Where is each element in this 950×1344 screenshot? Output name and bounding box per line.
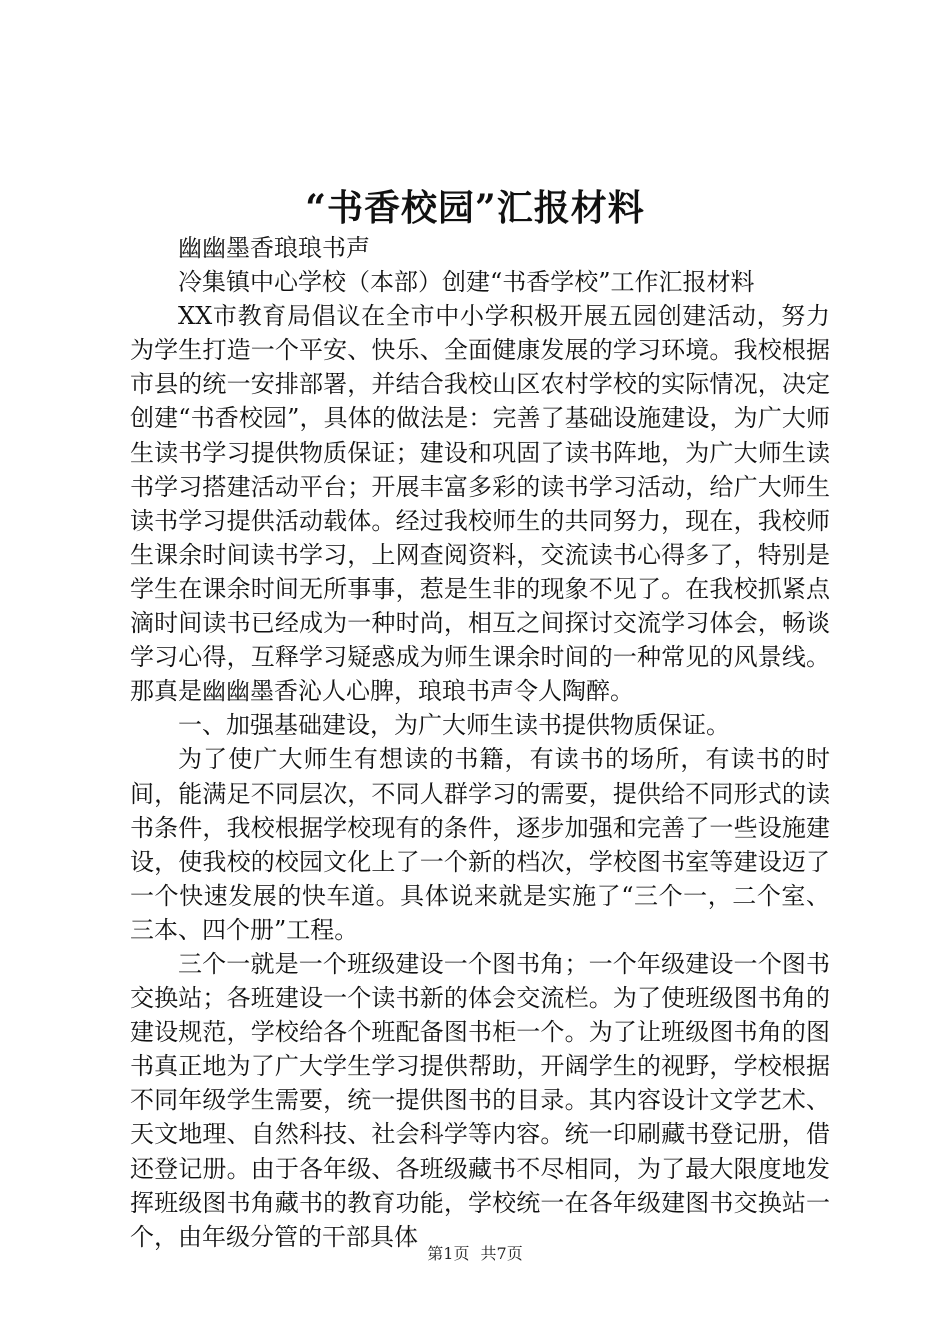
paragraph-subtitle: 幽幽墨香琅琅书声 bbox=[178, 234, 370, 262]
paragraph-section-body: 为了使广大师生有想读的书籍，有读书的场所，有读书的时间，能满足不同层次，不同人群学习的需要，提供给不同形式的读书条件，我校根据学校现有的条件，逐步加强和完善了一些设施建设，使我校的校园文化上了一个新的档次，学校图书室等建设迈了一个快速发展的快车道。具体说来就是实施了“三个一，二个室、三本、四个册”工程。 bbox=[130, 745, 830, 944]
paragraph-section-heading: 一、加强基础建设，为广大师生读书提供物质保证。 bbox=[178, 711, 730, 740]
document-title: “书香校园”汇报材料 bbox=[305, 187, 645, 229]
paragraph-details: 三个一就是一个班级建设一个图书角；一个年级建设一个图书交换站；各班建设一个读书新的体会交流栏。为了使班级图书角的建设规范，学校给各个班配备图书柜一个。为了让班级图书角的图书真正地为了广大学生学习提供帮助，开阔学生的视野，学校根据不同年级学生需要，统一提供图书的目录。其内容设计文学艺术、天文地理、自然科技、社会科学等内容。统一印刷藏书登记册，借还登记册。由于各年级、各班级藏书不尽相同，为了最大限度地发挥班级图书角藏书的教育功能，学校统一在各年级建图书交换站一个，由年级分管的干部具体 bbox=[130, 949, 830, 1251]
page-footer bbox=[0, 1242, 950, 1266]
paragraph-report-heading: 冷集镇中心学校（本部）创建“书香学校”工作汇报材料 bbox=[178, 268, 755, 297]
paragraph-intro: XX市教育局倡议在全市中小学积极开展五园创建活动，努力为学生打造一个平安、快乐、全面健康发展的学习环境。我校根据市县的统一安排部署，并结合我校山区农村学校的实际情况，决定创建“书香校园”，具体的做法是：完善了基础设施建设，为广大师生读书学习提供物质保证；建设和巩固了读书阵地，为广大师生读书学习搭建活动平台；开展丰富多彩的读书学习活动，给广大师生读书学习提供活动载体。经过我校师生的共同努力，现在，我校师生课余时间读书学习，上网查阅资料，交流读书心得多了，特别是学生在课余时间无所事事，惹是生非的现象不见了。在我校抓紧点滴时间读书已经成为一种时尚，相互之间探讨交流学习体会，畅谈学习心得，互释学习疑惑成为师生课余时间的一种常见的风景线。那真是幽幽墨香沁人心脾，琅琅书声令人陶醉。 bbox=[130, 302, 830, 706]
page-number: 第1页 bbox=[427, 1244, 470, 1263]
document-body bbox=[130, 231, 830, 1254]
page-total: 共7页 bbox=[480, 1244, 523, 1263]
